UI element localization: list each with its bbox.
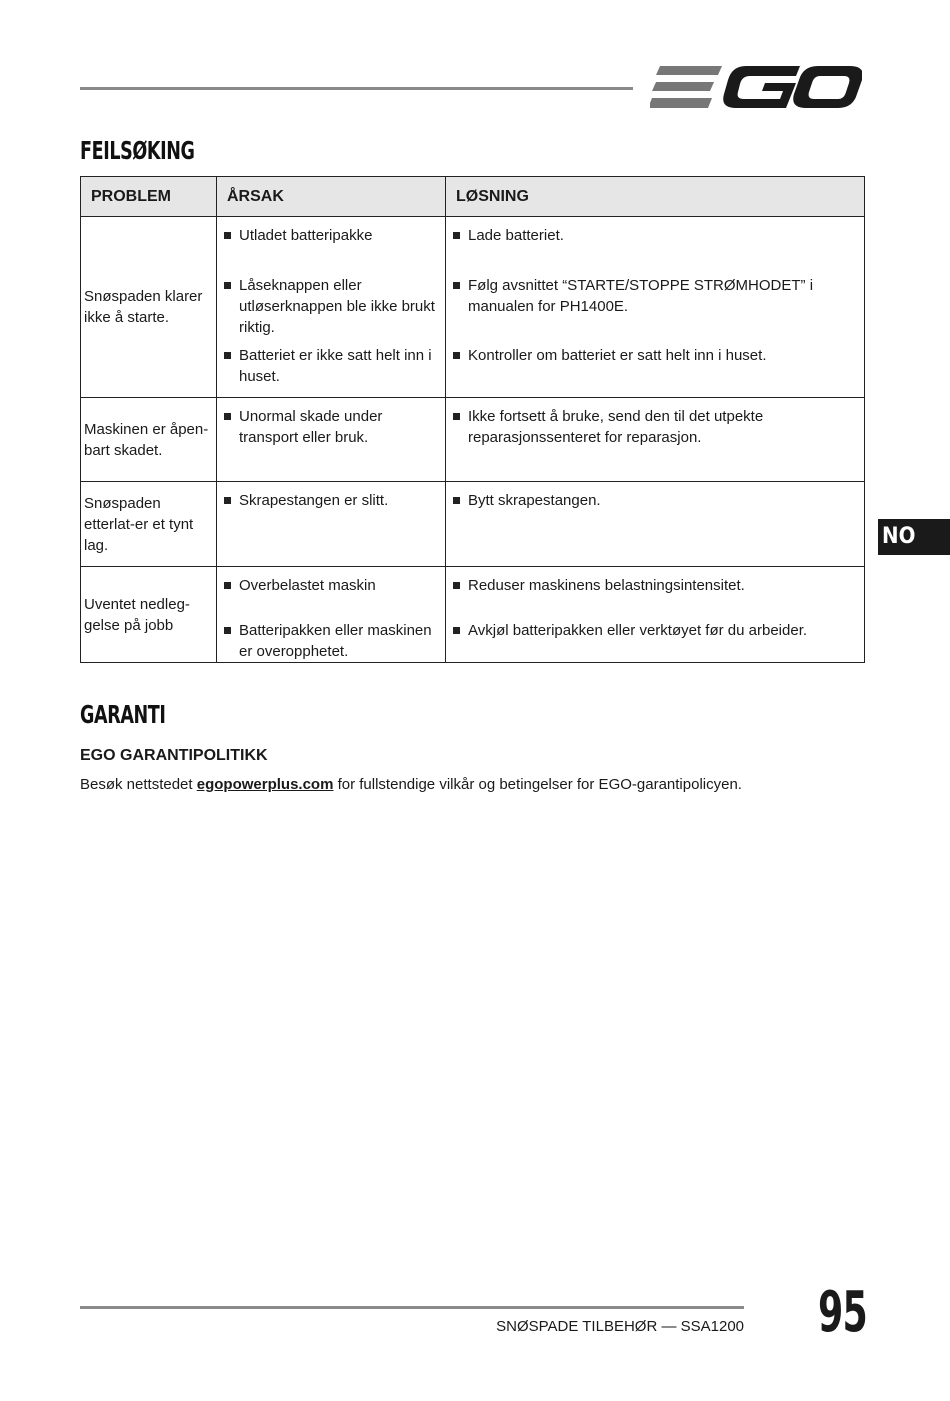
cause-item: Utladet batteripakke [217,225,445,246]
column-header-problem: PROBLEM [81,177,217,217]
column-header-solution: LØSNING [446,177,865,217]
solution-item: Følg avsnittet “STARTE/STOPPE STRØMHODET” i manualen for PH1400E. [446,275,864,317]
table-row [81,567,865,663]
problem-cell: Maskinen er åpen-bart skadet. [81,398,217,482]
cause-item: Skrapestangen er slitt. [217,490,445,511]
problem-cell: Uventet nedleg-gelse på jobb [81,567,217,663]
troubleshooting-title: FEILSØKING [80,136,195,165]
cause-cell [217,482,446,567]
problem-cell: Snøspaden klarer ikke å starte. [81,217,217,398]
warranty-text-after: for fullstendige vilkår og betingelser for EGO-garantipolicyen. [333,776,742,793]
problem-cell: Snøspaden etterlat-er et tynt lag. [81,482,217,567]
solution-item: Avkjøl batteripakken eller verktøyet før du arbeider. [446,620,864,641]
table-row [81,482,865,567]
page-number: 95 [818,1280,868,1345]
table-row [81,398,865,482]
footer-rule [80,1306,744,1309]
cause-item: Batteripakken eller maskinen er overopphetet. [217,620,445,662]
troubleshooting-table [80,176,865,663]
warranty-title: GARANTI [80,700,166,729]
solution-cell [446,567,865,663]
warranty-text [80,776,742,793]
ego-logo [650,62,862,112]
warranty-subheading: EGO GARANTIPOLITIKK [80,747,268,764]
solution-item: Kontroller om batteriet er satt helt inn i huset. [446,345,864,366]
cause-item: Låseknappen eller utløserknappen ble ikke brukt riktig. [217,275,445,338]
solution-item: Ikke fortsett å bruke, send den til det utpekte reparasjonssenteret for reparasjon. [446,406,864,448]
cause-cell [217,398,446,482]
footer-text: SNØSPADE TILBEHØR — SSA1200 [496,1318,744,1335]
solution-cell [446,398,865,482]
solution-cell [446,482,865,567]
warranty-link[interactable]: egopowerplus.com [196,776,334,793]
column-header-cause: ÅRSAK [217,177,446,217]
cause-item: Batteriet er ikke satt helt inn i huset. [217,345,445,387]
table-row [81,217,865,398]
language-tab: NO [878,519,950,555]
cause-cell [217,217,446,398]
cause-item: Overbelastet maskin [217,575,445,596]
table-header-row [81,177,865,217]
solution-cell [446,217,865,398]
solution-item: Bytt skrapestangen. [446,490,864,511]
header-rule [80,87,633,90]
warranty-text-before: Besøk nettstedet [80,776,197,793]
solution-item: Reduser maskinens belastningsintensitet. [446,575,864,596]
cause-item: Unormal skade under transport eller bruk. [217,406,445,448]
solution-item: Lade batteriet. [446,225,864,246]
cause-cell [217,567,446,663]
